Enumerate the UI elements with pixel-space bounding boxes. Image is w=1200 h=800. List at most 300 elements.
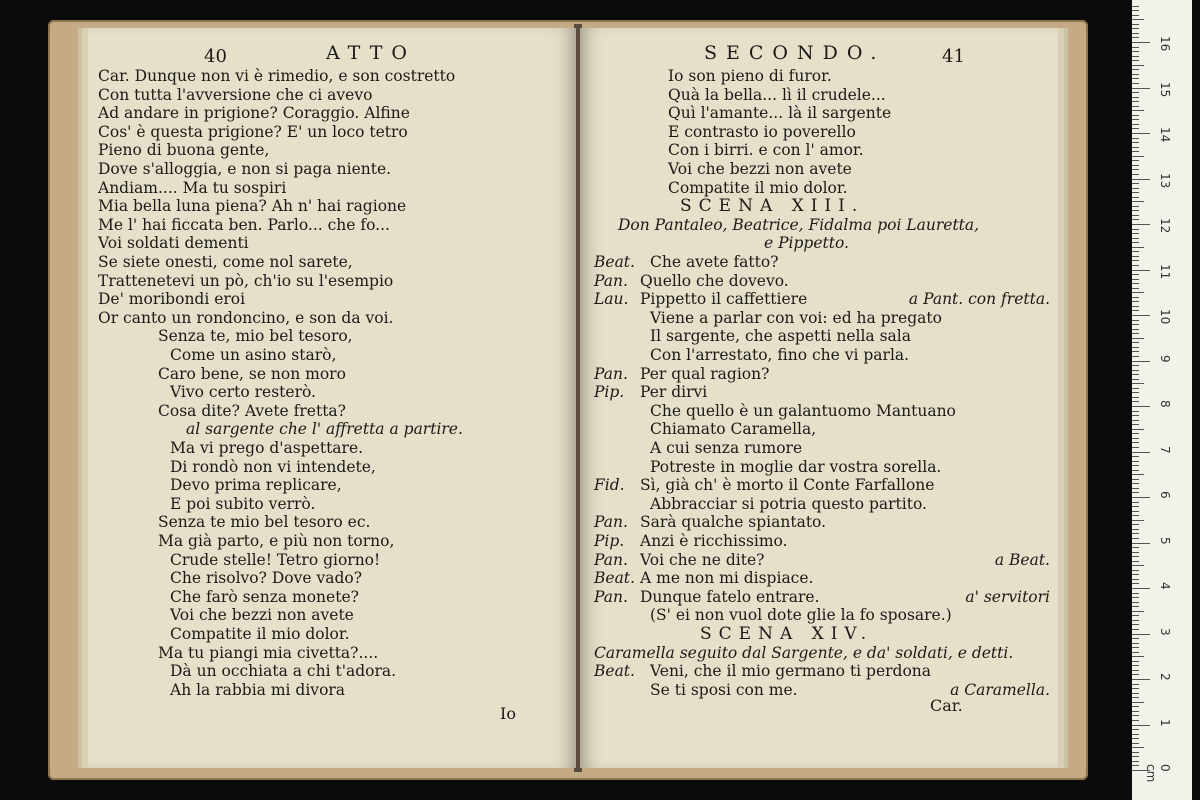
- ruler-tick: [1132, 761, 1139, 762]
- verse-line: Ma tu piangi mia civetta?....: [158, 643, 379, 662]
- ruler-tick: [1132, 379, 1139, 380]
- speaker-name: Beat.: [594, 662, 635, 681]
- dialogue-line: [594, 419, 1058, 439]
- ruler-tick: [1132, 115, 1139, 116]
- ruler-tick: [1132, 420, 1139, 421]
- scene-heading: SCENA XIII.: [680, 196, 865, 217]
- verse-line: Crude stelle! Tetro giorno!: [170, 550, 381, 569]
- ruler-tick: [1132, 160, 1139, 161]
- ruler-tick: [1132, 320, 1139, 321]
- ruler-tick: [1132, 106, 1139, 107]
- ruler-tick: [1132, 474, 1144, 475]
- verse-line: Me l' hai ficcata ben. Parlo... che fo...: [98, 215, 390, 234]
- verse-line: Che farò senza monete?: [170, 587, 359, 606]
- verse-line: Quà la bella... lì il crudele...: [668, 85, 886, 104]
- ruler-tick: [1132, 702, 1144, 703]
- speaker-name: Lau.: [594, 290, 629, 309]
- dialogue-text: Dunque fatelo entrare.: [640, 587, 820, 606]
- ruler-tick: [1132, 743, 1139, 744]
- ruler-tick: [1132, 33, 1139, 34]
- ruler-tick: [1132, 383, 1144, 384]
- speaker-name: Pip.: [594, 383, 625, 402]
- ruler-tick: [1132, 56, 1139, 57]
- ruler-tick: [1132, 188, 1139, 189]
- scene-cast: e Pippetto.: [764, 234, 849, 253]
- ruler-tick: [1132, 470, 1139, 471]
- left-page: [88, 28, 576, 768]
- ruler-tick: [1132, 251, 1139, 252]
- ruler-tick: [1132, 169, 1139, 170]
- ruler-tick: [1132, 602, 1139, 603]
- dialogue-text: Sarà qualche spiantato.: [640, 513, 827, 532]
- verse-line: Di rondò non vi intendete,: [170, 457, 376, 476]
- ruler-tick: [1132, 6, 1139, 7]
- dialogue-line: [594, 364, 1058, 384]
- stage-direction: a Pant. con fretta.: [908, 290, 1050, 309]
- ruler-label: 3: [1158, 627, 1172, 636]
- ruler-tick: [1132, 65, 1144, 66]
- ruler-tick: [1132, 24, 1139, 25]
- verse-line: Dove s'alloggia, e non si paga niente.: [98, 160, 392, 178]
- dialogue-line: [594, 308, 1058, 328]
- speaker-name: Beat.: [594, 569, 635, 588]
- dialogue-line: [594, 568, 1058, 588]
- ruler-tick: [1132, 333, 1139, 334]
- ruler-tick: [1132, 756, 1139, 757]
- verse-line: Voi soldati dementi: [98, 234, 249, 253]
- ruler-tick: [1132, 665, 1139, 666]
- ruler-tick: [1132, 738, 1139, 739]
- dialogue-text: Abbracciar si potria questo partito.: [650, 494, 927, 513]
- verse-line: Car. Dunque non vi è rimedio, e son costretto: [98, 67, 456, 85]
- ruler-tick: [1132, 547, 1139, 548]
- ruler-tick: [1132, 192, 1139, 193]
- ruler-tick: [1132, 615, 1139, 616]
- ruler-tick: [1132, 570, 1139, 571]
- dialogue-text: Veni, che il mio germano ti perdona: [650, 662, 932, 681]
- ruler-tick: [1132, 734, 1139, 735]
- ruler-tick: [1132, 133, 1150, 134]
- dialogue-line: [594, 345, 1058, 365]
- ruler-tick: [1132, 19, 1144, 20]
- ruler-tick: [1132, 306, 1139, 307]
- dialogue-line: [594, 271, 1058, 291]
- measuring-ruler: [1132, 0, 1192, 800]
- ruler-tick: [1132, 715, 1139, 716]
- ruler-tick: [1132, 543, 1150, 544]
- ruler-tick: [1132, 442, 1139, 443]
- ruler-tick: [1132, 565, 1144, 566]
- ruler-label: 10: [1158, 309, 1172, 325]
- ruler-tick: [1132, 110, 1144, 111]
- ruler-label: 1: [1158, 718, 1172, 727]
- ruler-tick: [1132, 583, 1139, 584]
- ruler-tick: [1132, 101, 1139, 102]
- ruler-tick: [1132, 556, 1139, 557]
- dialogue-text: Anzi è ricchissimo.: [640, 532, 788, 550]
- ruler-tick: [1132, 497, 1150, 498]
- ruler-tick: [1132, 502, 1139, 503]
- ruler-tick: [1132, 165, 1139, 166]
- dialogue-text: A cui senza rumore: [650, 439, 803, 457]
- verse-line: Come un asino starò,: [170, 346, 337, 364]
- ruler-tick: [1132, 688, 1139, 689]
- verse-line: Mia bella luna piena? Ah n' hai ragione: [98, 197, 407, 216]
- ruler-tick: [1132, 197, 1139, 198]
- verse-line: Che risolvo? Dove vado?: [170, 569, 363, 588]
- speaker-name: Fid.: [594, 476, 625, 495]
- ruler-tick: [1132, 128, 1139, 129]
- ruler-tick: [1132, 238, 1139, 239]
- speaker-name: Pan.: [594, 271, 628, 290]
- verse-line: Caro bene, se non moro: [158, 364, 346, 383]
- ruler-tick: [1132, 329, 1139, 330]
- dialogue-line: [594, 605, 1058, 625]
- dialogue-line: [594, 326, 1058, 346]
- running-head-right: SECONDO.: [704, 42, 886, 64]
- ruler-tick: [1132, 201, 1144, 202]
- ruler-tick: [1132, 747, 1144, 748]
- ruler-tick: [1132, 28, 1139, 29]
- ruler-tick: [1132, 579, 1139, 580]
- ruler-tick: [1132, 292, 1144, 293]
- verse-line: Trattenetevi un pò, ch'io su l'esempio: [98, 271, 394, 290]
- ruler-tick: [1132, 206, 1139, 207]
- dialogue-text: Per dirvi: [640, 383, 708, 402]
- ruler-tick: [1132, 256, 1139, 257]
- verse-line: Cosa dite? Avete fretta?: [158, 401, 346, 420]
- ruler-tick: [1132, 415, 1139, 416]
- ruler-tick: [1132, 229, 1139, 230]
- ruler-tick: [1132, 670, 1139, 671]
- dialogue-line: [594, 512, 1058, 532]
- ruler-tick: [1132, 60, 1139, 61]
- ruler-tick: [1132, 729, 1139, 730]
- ruler-tick: [1132, 315, 1150, 316]
- ruler-tick: [1132, 119, 1139, 120]
- ruler-tick: [1132, 620, 1139, 621]
- ruler-tick: [1132, 260, 1139, 261]
- ruler-tick: [1132, 465, 1139, 466]
- ruler-label: 15: [1158, 81, 1172, 97]
- ruler-tick: [1132, 492, 1139, 493]
- ruler-tick: [1132, 397, 1139, 398]
- verse-line: Dà un occhiata a chi t'adora.: [170, 662, 397, 681]
- ruler-tick: [1132, 83, 1139, 84]
- dialogue-text: Chiamato Caramella,: [650, 420, 817, 439]
- verse-line: Devo prima replicare,: [170, 476, 342, 495]
- ruler-tick: [1132, 711, 1139, 712]
- ruler-tick: [1132, 10, 1139, 11]
- ruler-tick: [1132, 51, 1139, 52]
- ruler-tick: [1132, 88, 1150, 89]
- dialogue-text: Se ti sposi con me.: [650, 680, 798, 699]
- ruler-tick: [1132, 638, 1139, 639]
- ruler-tick: [1132, 447, 1139, 448]
- ruler-tick: [1132, 411, 1139, 412]
- verse-line: Ma già parto, e più non torno,: [158, 532, 395, 550]
- scene-cast: Caramella seguito dal Sargente, e da' soldati, e detti.: [594, 643, 1014, 662]
- ruler-tick: [1132, 347, 1139, 348]
- ruler-tick: [1132, 69, 1139, 70]
- ruler-tick: [1132, 183, 1139, 184]
- ruler-tick: [1132, 233, 1139, 234]
- ruler-tick: [1132, 506, 1139, 507]
- ruler-tick: [1132, 674, 1139, 675]
- verse-line: E contrasto io poverello: [668, 122, 856, 141]
- dialogue-text: Potreste in moglie dar vostra sorella.: [650, 457, 942, 476]
- ruler-tick: [1132, 406, 1150, 407]
- verse-line: Con i birri. e con l' amor.: [668, 141, 864, 160]
- ruler-label: 8: [1158, 400, 1172, 408]
- ruler-label: 6: [1158, 491, 1172, 499]
- speaker-name: Pan.: [594, 513, 628, 532]
- ruler-tick: [1132, 370, 1139, 371]
- dialogue-text: Il sargente, che aspetti nella sala: [650, 327, 911, 346]
- ruler-tick: [1132, 661, 1139, 662]
- ruler-tick: [1132, 142, 1139, 143]
- ruler-tick: [1132, 611, 1144, 612]
- ruler-label: 16: [1158, 36, 1172, 52]
- ruler-tick: [1132, 634, 1150, 635]
- ruler-tick: [1132, 297, 1139, 298]
- verse-line: Senza te, mio bel tesoro,: [158, 327, 353, 346]
- ruler-tick: [1132, 156, 1144, 157]
- page-number-left: 40: [204, 46, 227, 67]
- dialogue-line: [594, 680, 1058, 700]
- speaker-name: Pip.: [594, 532, 625, 550]
- ruler-tick: [1132, 92, 1139, 93]
- ruler-tick: [1132, 356, 1139, 357]
- ruler-tick: [1132, 138, 1139, 139]
- ruler-tick: [1132, 310, 1139, 311]
- ruler-tick: [1132, 37, 1139, 38]
- ruler-tick: [1132, 224, 1150, 225]
- dialogue-line: [594, 252, 1058, 272]
- dialogue-text: Che quello è un galantuomo Mantuano: [650, 401, 956, 420]
- ruler-tick: [1132, 520, 1144, 521]
- ruler-tick: [1132, 174, 1139, 175]
- right-page: [580, 28, 1058, 768]
- scene-cast: Don Pantaleo, Beatrice, Fidalma poi Lauretta,: [618, 215, 980, 234]
- ruler-tick: [1132, 684, 1139, 685]
- catchword-right: Car.: [930, 696, 963, 715]
- ruler-tick: [1132, 351, 1139, 352]
- ruler-tick: [1132, 151, 1139, 152]
- verse-line: E poi subito verrò.: [170, 494, 316, 513]
- verse-line: Voi che bezzi non avete: [668, 160, 852, 178]
- ruler-tick: [1132, 219, 1139, 220]
- verse-line: Quì l'amante... là il sargente: [668, 104, 892, 123]
- dialogue-line: [594, 289, 1058, 309]
- stage-direction: a Beat.: [994, 550, 1050, 569]
- dialogue-line: [594, 457, 1058, 477]
- dialogue-line: [594, 382, 1058, 402]
- ruler-tick: [1132, 511, 1139, 512]
- ruler-tick: [1132, 433, 1139, 434]
- ruler-tick: [1132, 97, 1139, 98]
- verse-line: Cos' è questa prigione? E' un loco tetro: [98, 122, 408, 141]
- ruler-tick: [1132, 693, 1139, 694]
- ruler-tick: [1132, 361, 1150, 362]
- ruler-label: 13: [1158, 172, 1172, 188]
- dialogue-line: [594, 531, 1058, 551]
- ruler-tick: [1132, 652, 1139, 653]
- ruler-tick: [1132, 679, 1150, 680]
- ruler-tick: [1132, 274, 1139, 275]
- ruler-label: 2: [1158, 673, 1172, 681]
- verse-line: Io son pieno di furor.: [668, 67, 832, 85]
- dialogue-text: Pippetto il caffettiere: [640, 290, 808, 309]
- ruler-tick: [1132, 74, 1139, 75]
- ruler-label: 0 cm: [1144, 764, 1172, 783]
- speaker-name: Beat.: [594, 253, 635, 271]
- ruler-label: 9: [1158, 354, 1172, 363]
- page-number-right: 41: [942, 46, 965, 67]
- scene-heading: SCENA XIV.: [700, 624, 874, 644]
- ruler-tick: [1132, 552, 1139, 553]
- dialogue-line: [594, 587, 1058, 607]
- verse-line: Voi che bezzi non avete: [170, 606, 354, 625]
- ruler-label: 4: [1158, 582, 1172, 590]
- ruler-tick: [1132, 456, 1139, 457]
- dialogue-text: (S' ei non vuol dote glie la fo sposare.): [650, 606, 952, 625]
- ruler-tick: [1132, 656, 1144, 657]
- dialogue-line: [594, 494, 1058, 514]
- ruler-tick: [1132, 270, 1150, 271]
- ruler-tick: [1132, 533, 1139, 534]
- dialogue-line: [594, 401, 1058, 421]
- ruler-tick: [1132, 452, 1150, 453]
- ruler-tick: [1132, 629, 1139, 630]
- ruler-tick: [1132, 429, 1144, 430]
- ruler-tick: [1132, 765, 1139, 766]
- verse-line: Andiam.... Ma tu sospiri: [98, 178, 287, 197]
- dialogue-text: Sì, già ch' è morto il Conte Farfallone: [640, 476, 935, 495]
- ruler-tick: [1132, 283, 1139, 284]
- dialogue-text: Per qual ragion?: [640, 364, 770, 383]
- dialogue-text: Che avete fatto?: [650, 253, 779, 271]
- ruler-tick: [1132, 593, 1139, 594]
- ruler-tick: [1132, 561, 1139, 562]
- ruler-tick: [1132, 624, 1139, 625]
- ruler-label: 14: [1158, 127, 1172, 143]
- ruler-tick: [1132, 706, 1139, 707]
- ruler-tick: [1132, 388, 1139, 389]
- dialogue-line: [594, 661, 1058, 681]
- dialogue-line: [594, 438, 1058, 458]
- ruler-tick: [1132, 324, 1139, 325]
- ruler-tick: [1132, 697, 1139, 698]
- dialogue-line: [594, 475, 1058, 495]
- ruler-label: 11: [1158, 263, 1172, 279]
- ruler-tick: [1132, 461, 1139, 462]
- ruler-tick: [1132, 725, 1150, 726]
- ruler-tick: [1132, 392, 1139, 393]
- ruler-tick: [1132, 47, 1139, 48]
- verse-line: Compatite il mio dolor.: [668, 178, 848, 197]
- stage-direction: a' servitori: [965, 587, 1050, 606]
- ruler-tick: [1132, 179, 1150, 180]
- ruler-tick: [1132, 147, 1139, 148]
- verse-line: Ma vi prego d'aspettare.: [170, 439, 364, 457]
- ruler-tick: [1132, 424, 1139, 425]
- ruler-tick: [1132, 365, 1139, 366]
- ruler-tick: [1132, 479, 1139, 480]
- ruler-tick: [1132, 524, 1139, 525]
- verse-line: Or canto un rondoncino, e son da voi.: [98, 308, 394, 327]
- verse-line: Ad andare in prigione? Coraggio. Alfine: [98, 104, 410, 123]
- ruler-tick: [1132, 265, 1139, 266]
- ruler-tick: [1132, 488, 1139, 489]
- verse-line: De' moribondi eroi: [98, 290, 246, 309]
- ruler-tick: [1132, 215, 1139, 216]
- ruler-tick: [1132, 15, 1139, 16]
- stage-direction: a Caramella.: [950, 680, 1050, 699]
- verse-line: Senza te mio bel tesoro ec.: [158, 513, 371, 532]
- ruler-tick: [1132, 647, 1139, 648]
- dialogue-text: Quello che dovevo.: [640, 271, 789, 290]
- ruler-tick: [1132, 401, 1139, 402]
- ruler-tick: [1132, 374, 1139, 375]
- ruler-label: 12: [1158, 218, 1172, 234]
- ruler-tick: [1132, 301, 1139, 302]
- verse-line: Compatite il mio dolor.: [170, 625, 350, 643]
- verse-line: Ah la rabbia mi divora: [170, 680, 346, 699]
- dialogue-text: A me non mi dispiace.: [640, 569, 814, 588]
- ruler-tick: [1132, 124, 1139, 125]
- ruler-tick: [1132, 597, 1139, 598]
- ruler-tick: [1132, 279, 1139, 280]
- speaker-name: Pan.: [594, 550, 628, 569]
- ruler-tick: [1132, 720, 1139, 721]
- verse-line: Con tutta l'avversione che ci avevo: [98, 85, 373, 104]
- ruler-tick: [1132, 42, 1150, 43]
- running-head-left: ATTO: [326, 42, 416, 64]
- ruler-tick: [1132, 288, 1139, 289]
- ruler-tick: [1132, 438, 1139, 439]
- speaker-name: Pan.: [594, 587, 628, 606]
- ruler-tick: [1132, 242, 1139, 243]
- ruler-tick: [1132, 529, 1139, 530]
- ruler-label: 5: [1158, 536, 1172, 545]
- dialogue-text: Con l'arrestato, fino che vi parla.: [650, 346, 910, 364]
- catchword-left: Io: [500, 704, 516, 723]
- verse-line: Se siete onesti, come nol sarete,: [98, 253, 353, 271]
- ruler-tick: [1132, 752, 1139, 753]
- dialogue-text: Viene a parlar con voi: ed ha pregato: [650, 308, 942, 327]
- verse-line: Vivo certo resterò.: [170, 383, 316, 402]
- verse-line: al sargente che l' affretta a partire.: [186, 420, 463, 439]
- ruler-tick: [1132, 338, 1144, 339]
- ruler-tick: [1132, 588, 1150, 589]
- ruler-tick: [1132, 574, 1139, 575]
- dialogue-line: [594, 550, 1058, 570]
- ruler-tick: [1132, 483, 1139, 484]
- ruler-tick: [1132, 210, 1139, 211]
- ruler-tick: [1132, 538, 1139, 539]
- ruler-tick: [1132, 342, 1139, 343]
- ruler-tick: [1132, 78, 1139, 79]
- ruler-tick: [1132, 515, 1139, 516]
- speaker-name: Pan.: [594, 364, 628, 383]
- ruler-tick: [1132, 247, 1144, 248]
- dialogue-text: Voi che ne dite?: [640, 550, 765, 569]
- ruler-tick: [1132, 643, 1139, 644]
- ruler-label: 7: [1158, 445, 1172, 454]
- ruler-tick: [1132, 606, 1139, 607]
- verse-line: Pieno di buona gente,: [98, 141, 270, 160]
